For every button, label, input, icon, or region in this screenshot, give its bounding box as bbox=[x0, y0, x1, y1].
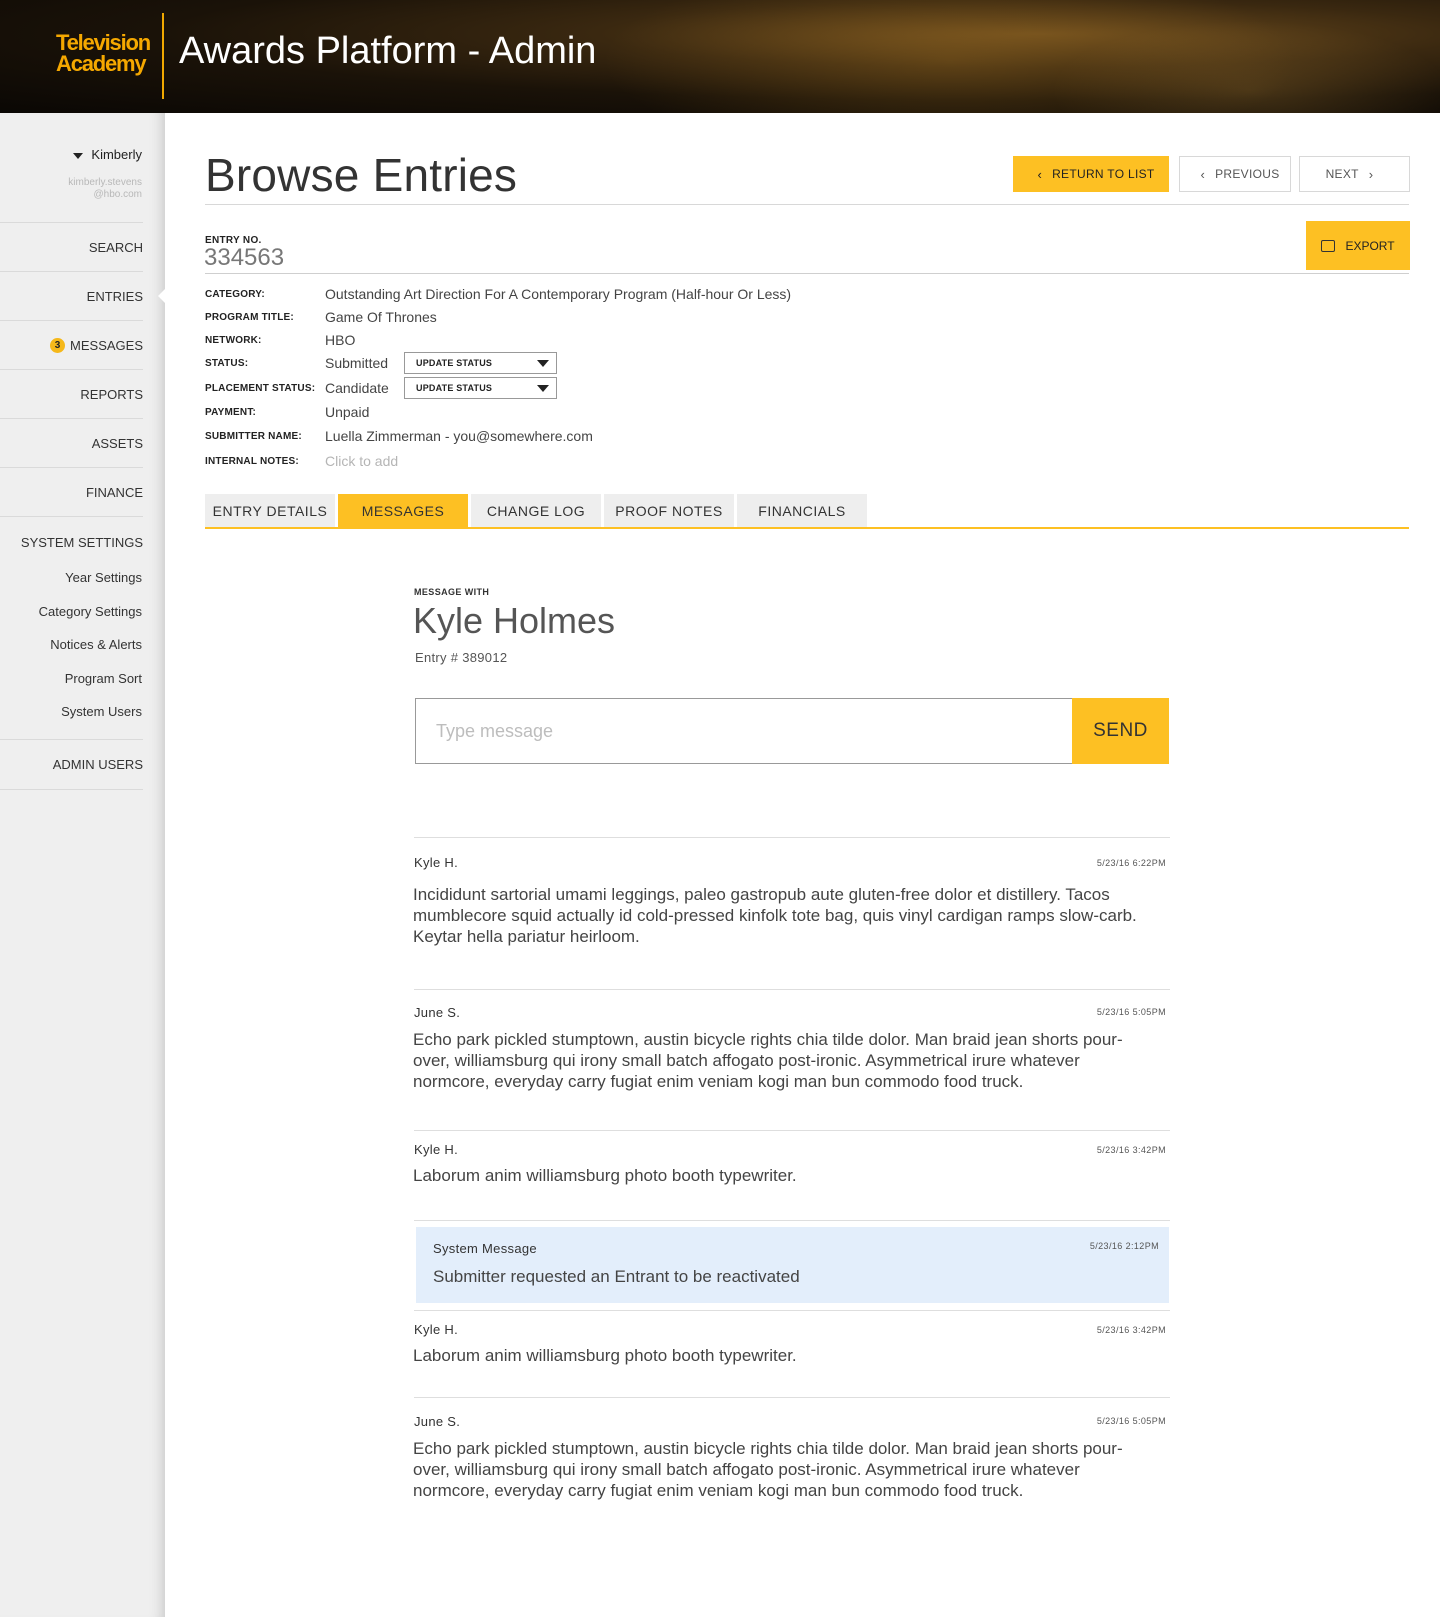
send-label: SEND bbox=[1093, 720, 1148, 741]
sidebar-item-label: FINANCE bbox=[85, 484, 143, 500]
user-email bbox=[32, 177, 142, 201]
tabs-underline bbox=[205, 527, 1409, 529]
message-with-label: MESSAGE WITH bbox=[414, 587, 490, 597]
sidebar-divider bbox=[0, 789, 143, 790]
field-program-title bbox=[205, 307, 437, 327]
field-value: Unpaid bbox=[325, 404, 370, 420]
export-label: EXPORT bbox=[1345, 238, 1395, 253]
sidebar-item-reports[interactable] bbox=[0, 369, 143, 418]
message-author: Kyle H. bbox=[414, 855, 459, 870]
logo-divider bbox=[162, 13, 164, 99]
field-label: CATEGORY: bbox=[205, 288, 265, 300]
field-internal-notes bbox=[205, 451, 398, 471]
message-divider bbox=[414, 1220, 1170, 1221]
message-author: Kyle H. bbox=[414, 1142, 459, 1157]
message-with-name: Kyle Holmes bbox=[413, 600, 616, 641]
logo-line1: Television bbox=[56, 30, 150, 55]
sidebar-item-label: ENTRIES bbox=[86, 288, 143, 304]
user-name: Kimberly bbox=[91, 147, 142, 162]
message-with-entry: Entry # 389012 bbox=[415, 650, 508, 665]
return-to-list-button[interactable] bbox=[1013, 156, 1169, 192]
message-author: Kyle H. bbox=[414, 1322, 459, 1337]
sidebar-item-admin-users[interactable] bbox=[0, 739, 143, 789]
tab-entry-details[interactable] bbox=[205, 494, 335, 527]
sidebar-item-search[interactable] bbox=[0, 222, 143, 271]
status-update-select[interactable] bbox=[404, 352, 557, 374]
sidebar-subitem-system-users[interactable]: System Users bbox=[61, 704, 142, 719]
sidebar-item-finance[interactable] bbox=[0, 467, 143, 516]
sidebar bbox=[0, 113, 165, 1617]
chevron-left-icon: ‹ bbox=[1200, 166, 1206, 182]
message-time: 5/23/16 5:05PM bbox=[1096, 1007, 1166, 1017]
message-divider bbox=[414, 1397, 1170, 1398]
export-icon bbox=[1321, 240, 1335, 252]
send-button[interactable] bbox=[1072, 698, 1169, 764]
field-label: SUBMITTER NAME: bbox=[205, 430, 302, 442]
app-title: Awards Platform - Admin bbox=[179, 30, 597, 72]
message-body: Echo park pickled stumptown, austin bicycle rights chia tilde dolor. Man braid jean shorts pour-over, williamsburg qui irony small batch affogato post-ironic. Asymmetrical irure whatever normcore, everyday carry fugiat enim veniam kogi man bun commodo food truck. bbox=[413, 1030, 1123, 1091]
message-divider bbox=[414, 1310, 1170, 1311]
title-divider bbox=[205, 204, 1409, 205]
message-author: June S. bbox=[414, 1414, 461, 1429]
next-button[interactable] bbox=[1299, 156, 1410, 192]
tab-label: ENTRY DETAILS bbox=[212, 502, 328, 519]
system-message bbox=[416, 1227, 1169, 1303]
entry-no-value: 334563 bbox=[204, 244, 285, 271]
sidebar-item-entries[interactable] bbox=[0, 271, 143, 320]
field-value: Submitted bbox=[325, 355, 389, 371]
message-divider bbox=[414, 837, 1170, 838]
field-label: PLACEMENT STATUS: bbox=[205, 382, 316, 394]
message-input[interactable] bbox=[415, 698, 1073, 764]
triangle-down-icon bbox=[537, 385, 549, 392]
television-academy-logo[interactable] bbox=[56, 32, 156, 74]
message-body: Echo park pickled stumptown, austin bicycle rights chia tilde dolor. Man braid jean shorts pour-over, williamsburg qui irony small batch affogato post-ironic. Asymmetrical irure whatever normcore, everyday carry fugiat enim veniam kogi man bun commodo food truck. bbox=[413, 1439, 1123, 1500]
field-label: INTERNAL NOTES: bbox=[205, 455, 299, 467]
placement-status-update-select[interactable] bbox=[404, 377, 557, 399]
sidebar-subitem-category-settings[interactable]: Category Settings bbox=[38, 604, 142, 619]
select-label: UPDATE STATUS bbox=[416, 383, 493, 393]
caret-down-icon bbox=[73, 153, 83, 159]
sidebar-item-assets[interactable] bbox=[0, 418, 143, 467]
tab-messages[interactable] bbox=[338, 494, 468, 527]
message-body: Laborum anim williamsburg photo booth typewriter. bbox=[413, 1346, 797, 1365]
active-nav-pointer bbox=[158, 288, 166, 304]
message-body: Submitter requested an Entrant to be reactivated bbox=[433, 1267, 800, 1286]
field-network bbox=[205, 330, 355, 350]
logo-line2: Academy bbox=[56, 51, 146, 76]
tab-financials[interactable] bbox=[737, 494, 867, 527]
sidebar-item-system-settings[interactable] bbox=[0, 516, 143, 568]
field-value: Game Of Thrones bbox=[325, 309, 437, 325]
triangle-down-icon bbox=[537, 360, 549, 367]
tab-label: FINANCIALS bbox=[758, 502, 846, 519]
field-category bbox=[205, 284, 791, 304]
tab-label: CHANGE LOG bbox=[486, 502, 586, 519]
message-divider bbox=[414, 1130, 1170, 1131]
internal-notes-add[interactable]: Click to add bbox=[325, 453, 399, 469]
sidebar-item-label: REPORTS bbox=[80, 386, 143, 402]
user-email-line1: kimberly.stevens bbox=[68, 177, 142, 188]
sidebar-item-label: ASSETS bbox=[91, 435, 143, 451]
tab-proof-notes[interactable] bbox=[604, 494, 734, 527]
field-label: PAYMENT: bbox=[205, 406, 257, 418]
message-body: Laborum anim williamsburg photo booth typewriter. bbox=[413, 1166, 797, 1185]
select-label: UPDATE STATUS bbox=[416, 358, 493, 368]
sidebar-subitem-program-sort[interactable]: Program Sort bbox=[64, 671, 142, 686]
message-divider bbox=[414, 989, 1170, 990]
messages-count-badge: 3 bbox=[50, 338, 65, 353]
field-value: Outstanding Art Direction For A Contemporary Program (Half-hour Or Less) bbox=[325, 286, 792, 302]
field-label: PROGRAM TITLE: bbox=[205, 311, 294, 323]
field-status bbox=[205, 353, 388, 373]
sidebar-item-messages[interactable] bbox=[0, 320, 143, 369]
field-payment bbox=[205, 402, 369, 422]
message-time: 5/23/16 6:22PM bbox=[1096, 858, 1166, 868]
sidebar-item-label: SYSTEM SETTINGS bbox=[20, 535, 143, 550]
app-header bbox=[0, 0, 1440, 113]
message-body: Incididunt sartorial umami leggings, paleo gastropub aute gluten-free dolor et distillery. Tacos mumblecore squid actually id cold-pressed kinfolk tote bag, quis vinyl cardigan ramps slow-carb. Keytar hella pariatur heirloom. bbox=[413, 885, 1137, 946]
message-time: 5/23/16 2:12PM bbox=[1089, 1241, 1159, 1251]
message-time: 5/23/16 5:05PM bbox=[1096, 1416, 1166, 1426]
message-author: June S. bbox=[414, 1005, 461, 1020]
user-email-line2: @hbo.com bbox=[93, 189, 142, 200]
entry-divider bbox=[205, 273, 1409, 274]
export-button[interactable] bbox=[1306, 221, 1410, 270]
tab-change-log[interactable] bbox=[471, 494, 601, 527]
sidebar-item-label: SEARCH bbox=[88, 239, 143, 255]
chevron-left-icon: ‹ bbox=[1037, 166, 1043, 182]
tab-label: MESSAGES bbox=[361, 502, 445, 519]
user-menu-toggle[interactable] bbox=[73, 147, 142, 162]
previous-button[interactable] bbox=[1179, 156, 1291, 192]
field-value: HBO bbox=[325, 332, 356, 348]
previous-label: PREVIOUS bbox=[1215, 167, 1280, 181]
return-to-list-label: RETURN TO LIST bbox=[1052, 167, 1155, 181]
field-placement-status bbox=[205, 378, 389, 398]
sidebar-item-label: MESSAGES bbox=[70, 337, 143, 353]
message-author: System Message bbox=[433, 1241, 537, 1256]
field-value: Luella Zimmerman - you@somewhere.com bbox=[325, 428, 593, 444]
field-submitter-name bbox=[205, 426, 593, 446]
sidebar-item-label: ADMIN USERS bbox=[52, 757, 143, 772]
chevron-right-icon: › bbox=[1368, 166, 1374, 182]
page-title: Browse Entries bbox=[205, 149, 518, 201]
sidebar-subitem-notices-alerts[interactable]: Notices & Alerts bbox=[50, 637, 142, 652]
field-label: STATUS: bbox=[205, 357, 249, 369]
next-label: NEXT bbox=[1325, 167, 1359, 181]
message-time: 5/23/16 3:42PM bbox=[1096, 1145, 1166, 1155]
tab-label: PROOF NOTES bbox=[615, 502, 723, 519]
sidebar-subitem-year-settings[interactable]: Year Settings bbox=[65, 570, 142, 585]
message-time: 5/23/16 3:42PM bbox=[1096, 1325, 1166, 1335]
field-value: Candidate bbox=[325, 380, 389, 396]
field-label: NETWORK: bbox=[205, 334, 262, 346]
entry-no-label: ENTRY NO. bbox=[205, 235, 262, 246]
